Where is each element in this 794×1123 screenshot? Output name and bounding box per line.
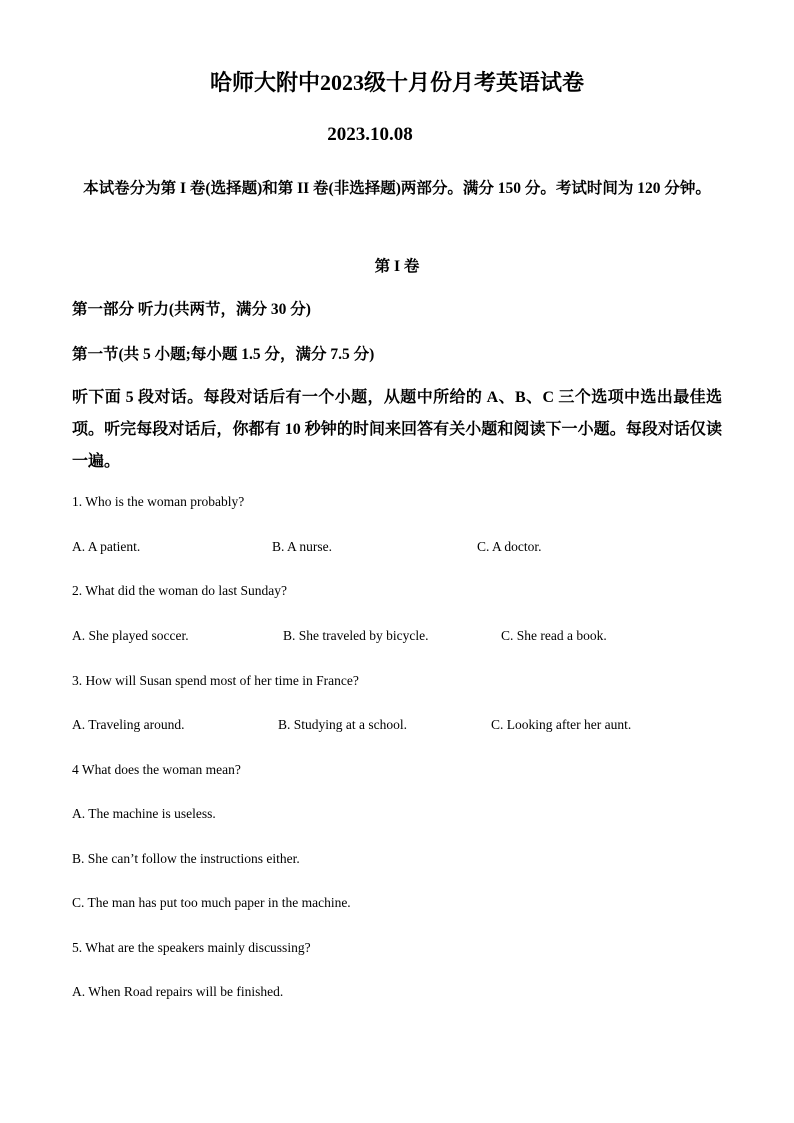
- question-option: A. The machine is useless.: [72, 806, 216, 821]
- question-option: B. Studying at a school.: [278, 717, 407, 732]
- question-option: A. A patient.: [72, 539, 141, 554]
- exam-intro: 本试卷分为第 I 卷(选择题)和第 II 卷(非选择题)两部分。满分 150 分。考试时间为 120 分钟。: [83, 180, 711, 197]
- question-option: B. A nurse.: [272, 539, 333, 554]
- part-one-heading: 第一部分 听力(共两节，满分 30 分): [72, 301, 311, 318]
- question-stem: 4 What does the woman mean?: [72, 762, 241, 777]
- exam-date: 2023.10.08: [327, 124, 413, 145]
- volume-heading: 第 I 卷: [374, 258, 420, 275]
- section-one-heading: 第一节(共 5 小题;每小题 1.5 分，满分 7.5 分): [72, 346, 375, 363]
- question-option: B. She traveled by bicycle.: [283, 628, 429, 643]
- question-stem: 3. How will Susan spend most of her time in France?: [72, 673, 359, 688]
- question-option: A. She played soccer.: [72, 628, 189, 643]
- listening-instructions: 听下面 5 段对话。每段对话后有一个小题，从题中所给的 A、B、C 三个选项中选出最佳选项。听完每段对话后，你都有 10 秒钟的时间来回答有关小题和阅读下一小题。每段对话仅读一遍。: [72, 389, 722, 470]
- question-option: B. She can’t follow the instructions either.: [72, 851, 300, 866]
- question-option: C. The man has put too much paper in the machine.: [72, 895, 351, 910]
- question-option: C. A doctor.: [477, 539, 542, 554]
- question-option: A. When Road repairs will be finished.: [72, 984, 284, 999]
- question-option: C. Looking after her aunt.: [491, 717, 632, 732]
- exam-title: 哈师大附中2023级十月份月考英语试卷: [209, 70, 584, 95]
- question-option: C. She read a book.: [501, 628, 607, 643]
- question-stem: 1. Who is the woman probably?: [72, 494, 245, 509]
- question-stem: 2. What did the woman do last Sunday?: [72, 583, 287, 598]
- question-option: A. Traveling around.: [72, 717, 185, 732]
- question-stem: 5. What are the speakers mainly discussing?: [72, 940, 311, 955]
